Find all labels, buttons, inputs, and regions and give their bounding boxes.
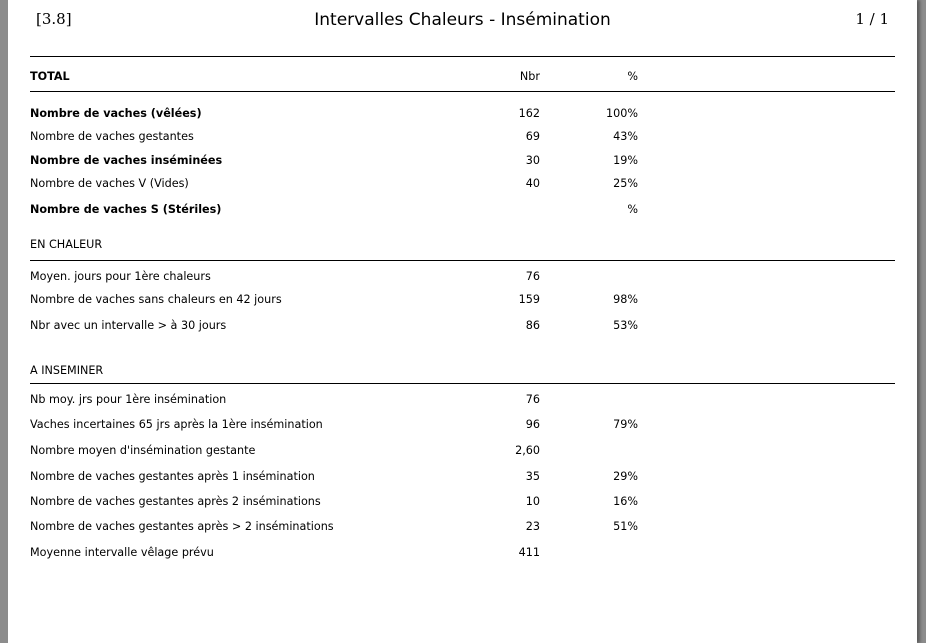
row-pct: 16% bbox=[613, 495, 638, 508]
row-label: Nombre de vaches (vêlées) bbox=[30, 107, 202, 120]
row-nbr: 30 bbox=[525, 154, 540, 167]
row-label: Nombre de vaches gestantes après 2 inséminations bbox=[30, 495, 321, 508]
section-title-inseminer: A INSEMINER bbox=[30, 364, 104, 377]
table-row bbox=[30, 520, 895, 536]
report-title: Intervalles Chaleurs - Insémination bbox=[314, 10, 611, 30]
table-row bbox=[30, 154, 895, 170]
table-row bbox=[30, 444, 895, 460]
table-row bbox=[30, 130, 895, 146]
row-label: Moyen. jours pour 1ère chaleurs bbox=[30, 270, 211, 283]
row-label: Nombre de vaches sans chaleurs en 42 jours bbox=[30, 293, 282, 306]
row-nbr: 69 bbox=[525, 130, 540, 143]
row-pct: 25% bbox=[613, 177, 638, 190]
table-row bbox=[30, 319, 895, 335]
row-pct: 98% bbox=[613, 293, 638, 306]
row-label: Nb moy. jrs pour 1ère insémination bbox=[30, 393, 227, 406]
row-label: Nombre de vaches V (Vides) bbox=[30, 177, 189, 190]
row-nbr: 10 bbox=[525, 495, 540, 508]
row-pct: 53% bbox=[613, 319, 638, 332]
header-divider bbox=[30, 56, 895, 57]
row-pct: 100% bbox=[606, 107, 638, 120]
table-row bbox=[30, 470, 895, 486]
table-row bbox=[30, 495, 895, 511]
row-pct: 29% bbox=[613, 470, 638, 483]
table-row bbox=[30, 546, 895, 562]
inseminer-divider bbox=[30, 383, 895, 384]
column-header-pct: % bbox=[627, 70, 638, 83]
table-row bbox=[30, 203, 895, 219]
section-title-chaleur: EN CHALEUR bbox=[30, 238, 103, 251]
row-pct: 51% bbox=[613, 520, 638, 533]
row-nbr: 96 bbox=[525, 418, 540, 431]
row-label: Nombre de vaches gestantes après > 2 inséminations bbox=[30, 520, 334, 533]
report-code: [3.8] bbox=[36, 10, 72, 28]
page-number: 1 / 1 bbox=[855, 10, 889, 28]
row-label: Vaches incertaines 65 jrs après la 1ère insémination bbox=[30, 418, 323, 431]
row-nbr: 86 bbox=[525, 319, 540, 332]
row-nbr: 35 bbox=[525, 470, 540, 483]
row-pct: % bbox=[627, 203, 638, 216]
table-row bbox=[30, 270, 895, 286]
table-row bbox=[30, 418, 895, 434]
row-nbr: 76 bbox=[525, 270, 540, 283]
row-label: Nombre de vaches inséminées bbox=[30, 154, 223, 167]
row-pct: 19% bbox=[613, 154, 638, 167]
row-label: Nbr avec un intervalle > à 30 jours bbox=[30, 319, 227, 332]
row-pct: 79% bbox=[613, 418, 638, 431]
row-nbr: 162 bbox=[518, 107, 540, 120]
table-row bbox=[30, 177, 895, 193]
table-row bbox=[30, 293, 895, 309]
total-divider bbox=[30, 91, 895, 92]
table-row bbox=[30, 393, 895, 409]
row-label: Moyenne intervalle vêlage prévu bbox=[30, 546, 214, 559]
column-header-nbr: Nbr bbox=[519, 70, 540, 83]
row-nbr: 2,60 bbox=[515, 444, 540, 457]
row-nbr: 23 bbox=[525, 520, 540, 533]
row-label: Nombre de vaches S (Stériles) bbox=[30, 203, 222, 216]
row-nbr: 411 bbox=[518, 546, 540, 559]
row-nbr: 76 bbox=[525, 393, 540, 406]
row-pct: 43% bbox=[613, 130, 638, 143]
row-label: Nombre moyen d'insémination gestante bbox=[30, 444, 256, 457]
row-label: Nombre de vaches gestantes après 1 insémination bbox=[30, 470, 315, 483]
row-nbr: 40 bbox=[525, 177, 540, 190]
chaleur-divider bbox=[30, 260, 895, 261]
row-label: Nombre de vaches gestantes bbox=[30, 130, 194, 143]
total-header-row bbox=[30, 70, 895, 86]
report-page bbox=[8, 0, 917, 643]
section-title-total: TOTAL bbox=[30, 70, 70, 83]
table-row bbox=[30, 107, 895, 123]
row-nbr: 159 bbox=[518, 293, 540, 306]
